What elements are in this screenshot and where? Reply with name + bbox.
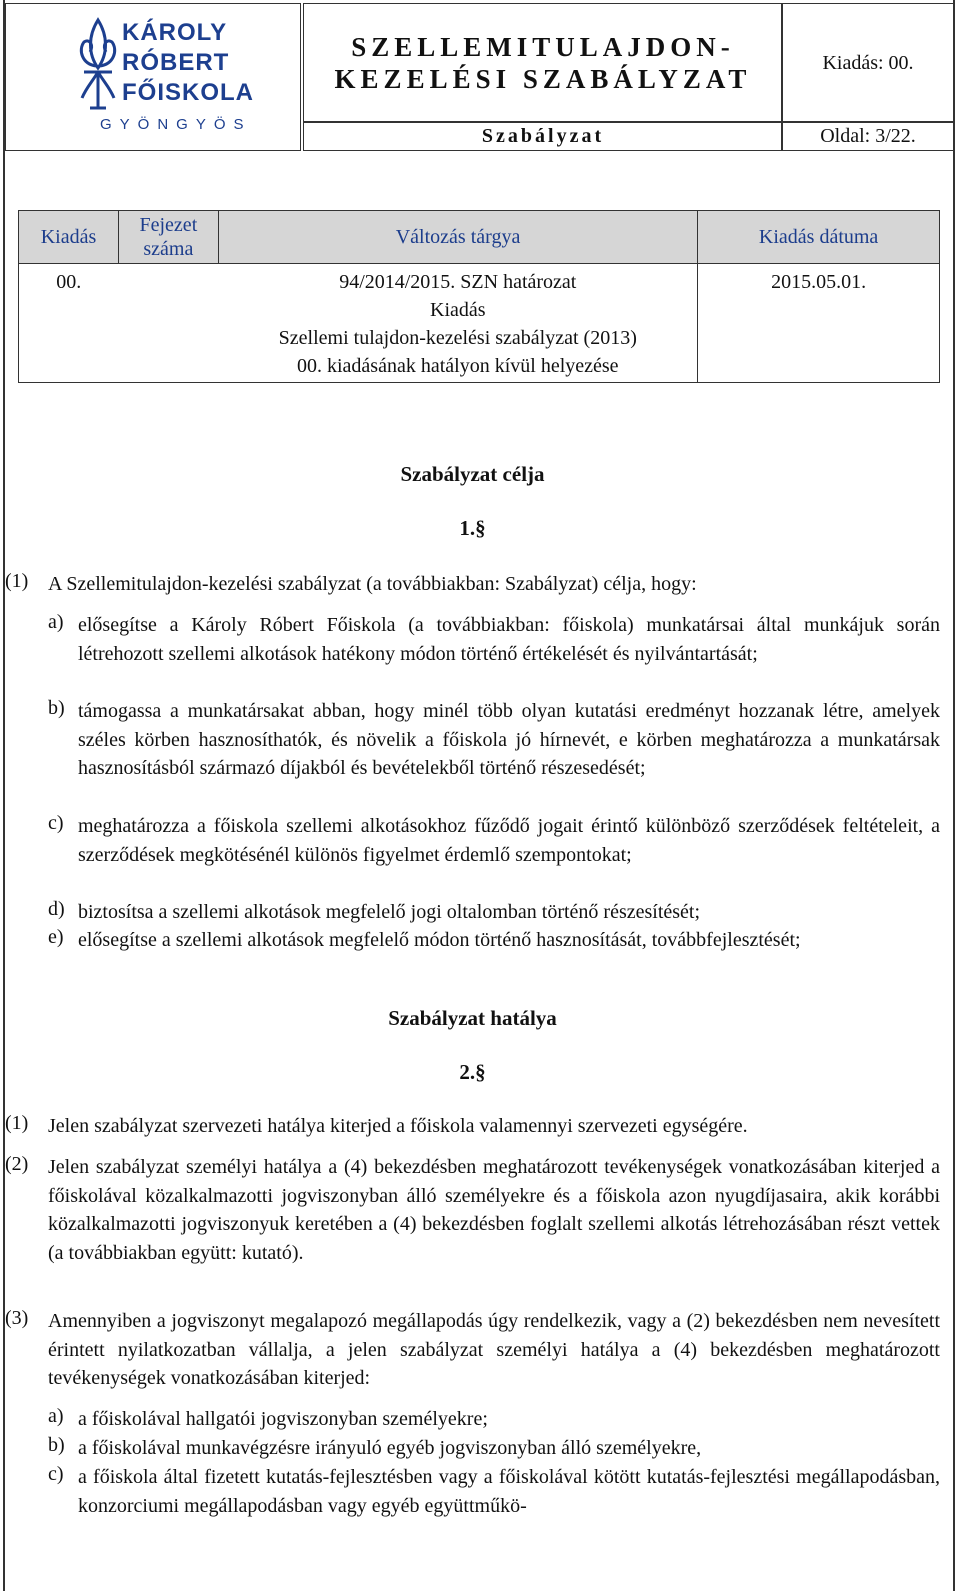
column-header: Változás tárgya [218,211,697,264]
subject-line: Szellemi tulajdon-kezelési szabályzat (2013) [278,327,637,349]
change-log-table [18,210,940,383]
subject-cell [218,264,697,383]
paragraph: Amennyiben a jogviszonyt megalapozó megállapodás úgy rendelkezik, vagy a (2) bekezdésben nem nevesített érintett nyilatkozatban vállalja, a jelen szabályzat személyi hatálya a (4) bekezdésben meghatározott tevékenységek vonatkozásában kiterjed: [48,1310,940,1389]
list-item: a főiskola által fizetett kutatás-fejlesztésben vagy a főiskolával kötött kutatás-fejlesztési megállapodásban, konzorciumi megállapodásban vagy egyéb együttműkö- [78,1466,940,1517]
paragraph-number: (1) [5,570,29,592]
date-cell: 2015.05.01. [698,264,940,383]
subject-line: 00. kiadásának hatályon kívül helyezése [297,355,619,377]
document-title [303,3,783,123]
list-item: biztosítsa a szellemi alkotások megfelelő jogi oltalomban történő részesítését; [78,901,701,923]
list-item: meghatározza a főiskola szellemi alkotásokhoz fűződő jogait érintő különböző szerződések feltételeit, a szerződések megkötésénél különös figyelmet érdemlő szempontokat; [78,815,940,866]
document-header [3,1,957,151]
list-label: c) [48,812,64,834]
paragraph-number: (2) [5,1153,29,1175]
logo-line-2: RÓBERT [122,49,230,76]
paragraph-number: (3) [5,1307,29,1329]
subject-line: 94/2014/2015. SZN határozat [339,271,577,293]
title-line-2: KEZELÉSI SZABÁLYZAT [334,64,752,94]
institution-logo [5,3,301,151]
section-heading: Szabályzat célja [400,462,545,486]
document-type: Szabályzat [303,121,783,151]
issue-number: Kiadás: 00. [781,3,955,123]
list-label: b) [48,1434,65,1456]
logo-line-3: FŐISKOLA [122,79,254,106]
fleur-de-lis-icon [76,16,120,116]
paragraph: Jelen szabályzat személyi hatálya a (4) bekezdésben meghatározott tevékenységek vonatkozásában kiterjed a főiskolával közalkalmazotti jogviszonyban álló személyekre és a főiskola azon nyugdíjasaira, akik korábbi közalkalmazotti jogviszonyuk keretében a (4) bekezdésben foglalt szellemi alkotás létrehozásában részt vettek (a továbbiakban együtt: kutató). [48,1156,940,1264]
logo-line-1: KÁROLY [122,19,228,46]
list-label: a) [48,1405,64,1427]
list-item: támogassa a munkatársakat abban, hogy minél több olyan kutatási eredményt hozzanak létre, amelyek széles körben hasznosíthatók, és növelik a főiskola jó hírnevét, e körben meghatározza a munkatársak hasznosításból származó díjakból és bevételekből történő részesedését; [78,700,940,779]
list-label: a) [48,611,64,633]
paragraph: A Szellemitulajdon-kezelési szabályzat (a továbbiakban: Szabályzat) célja, hogy: [48,573,697,595]
paragraph-number: (1) [5,1112,29,1134]
issue-cell: 00. [19,264,119,383]
list-item: a főiskolával hallgatói jogviszonyban személyekre; [78,1408,488,1430]
subject-line: Kiadás [430,299,486,321]
section-number: 1.§ [459,516,486,540]
paragraph: Jelen szabályzat szervezeti hatálya kiterjed a főiskola valamennyi szervezeti egységére. [48,1115,748,1137]
table-row [19,264,940,383]
title-line-1: SZELLEMITULAJDON- [351,32,735,62]
list-item: elősegítse a Károly Róbert Főiskola (a továbbiakban: főiskola) munkatársai által munkájuk során létrehozott szellemi alkotások hatékony módon történő értékelését és nyilvántartását; [78,614,940,665]
logo-city: GYÖNGYÖS [100,116,252,133]
list-item: a főiskolával munkavégzésre irányuló egyéb jogviszonyban álló személyekre, [78,1437,702,1459]
list-label: b) [48,697,65,719]
list-label: d) [48,898,65,920]
page-number: Oldal: 3/22. [781,121,955,151]
column-header: Fejezet száma [118,211,218,264]
list-label: c) [48,1463,64,1485]
column-header: Kiadás dátuma [698,211,940,264]
chapter-cell [118,264,218,383]
section-heading: Szabályzat hatálya [388,1006,557,1030]
list-label: e) [48,926,64,948]
list-item: elősegítse a szellemi alkotások megfelelő módon történő hasznosítását, továbbfejlesztését; [78,929,801,951]
column-header: Kiadás [19,211,119,264]
section-number: 2.§ [459,1060,486,1084]
